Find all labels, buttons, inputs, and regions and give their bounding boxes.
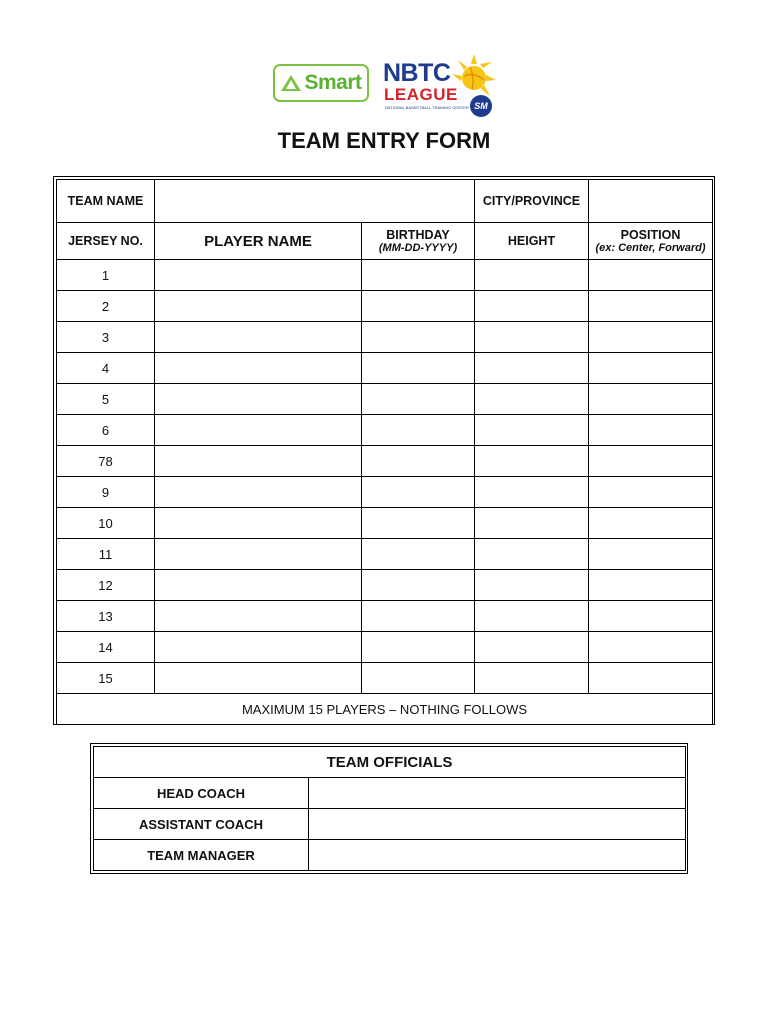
height-field[interactable] <box>475 477 589 508</box>
city-province-label: CITY/PROVINCE <box>475 180 589 223</box>
officials-title-row <box>94 747 686 778</box>
height-field[interactable] <box>475 322 589 353</box>
position-field[interactable] <box>589 601 713 632</box>
height-field[interactable] <box>475 632 589 663</box>
height-field[interactable] <box>475 663 589 694</box>
position-field[interactable] <box>589 415 713 446</box>
sm-badge-icon: SM <box>470 95 492 117</box>
jersey-number: 2 <box>57 291 155 322</box>
birthday-field[interactable] <box>362 539 475 570</box>
birthday-format-hint: (MM-DD-YYYY) <box>378 242 458 254</box>
table-row <box>57 508 713 539</box>
birthday-field[interactable] <box>362 415 475 446</box>
jersey-number: 14 <box>57 632 155 663</box>
height-field[interactable] <box>475 291 589 322</box>
position-field[interactable] <box>589 291 713 322</box>
nbtc-subline: NATIONAL BASKETBALL TRAINING CENTER <box>385 105 469 110</box>
player-name-field[interactable] <box>155 539 362 570</box>
position-field[interactable] <box>589 477 713 508</box>
height-field[interactable] <box>475 260 589 291</box>
table-row <box>57 322 713 353</box>
birthday-field[interactable] <box>362 601 475 632</box>
jersey-number: 10 <box>57 508 155 539</box>
official-role-label: TEAM MANAGER <box>94 840 309 871</box>
team-info-row <box>57 180 713 223</box>
height-field[interactable] <box>475 446 589 477</box>
jersey-number: 78 <box>57 446 155 477</box>
position-field[interactable] <box>589 322 713 353</box>
team-name-label: TEAM NAME <box>57 180 155 223</box>
player-name-field[interactable] <box>155 446 362 477</box>
team-name-field[interactable] <box>155 180 475 223</box>
birthday-field[interactable] <box>362 353 475 384</box>
table-row <box>57 477 713 508</box>
official-name-field[interactable] <box>309 809 686 840</box>
jersey-number: 6 <box>57 415 155 446</box>
table-row <box>57 570 713 601</box>
player-name-field[interactable] <box>155 477 362 508</box>
player-name-field[interactable] <box>155 632 362 663</box>
player-name-field[interactable] <box>155 353 362 384</box>
player-name-field[interactable] <box>155 601 362 632</box>
league-logo-text: LEAGUE <box>384 85 458 104</box>
birthday-field[interactable] <box>362 508 475 539</box>
official-role-label: ASSISTANT COACH <box>94 809 309 840</box>
player-name-field[interactable] <box>155 570 362 601</box>
height-field[interactable] <box>475 570 589 601</box>
table-row <box>57 415 713 446</box>
page-title: TEAM ENTRY FORM <box>277 128 491 153</box>
jersey-number: 4 <box>57 353 155 384</box>
height-field[interactable] <box>475 353 589 384</box>
roster-table <box>53 176 715 725</box>
jersey-number: 15 <box>57 663 155 694</box>
position-field[interactable] <box>589 384 713 415</box>
nbtc-league-logo <box>382 52 497 120</box>
birthday-field[interactable] <box>362 260 475 291</box>
position-field[interactable] <box>589 508 713 539</box>
officials-row <box>94 778 686 809</box>
smart-logo-text: Smart <box>304 71 362 94</box>
birthday-field[interactable] <box>362 570 475 601</box>
max-players-note: MAXIMUM 15 PLAYERS – NOTHING FOLLOWS <box>57 694 713 725</box>
position-field[interactable] <box>589 632 713 663</box>
official-role-label: HEAD COACH <box>94 778 309 809</box>
birthday-field[interactable] <box>362 477 475 508</box>
jersey-header: JERSEY NO. <box>57 223 155 260</box>
smart-logo <box>273 64 369 102</box>
jersey-number: 5 <box>57 384 155 415</box>
officials-row <box>94 840 686 871</box>
birthday-header <box>362 223 475 260</box>
birthday-field[interactable] <box>362 322 475 353</box>
officials-row <box>94 809 686 840</box>
jersey-number: 13 <box>57 601 155 632</box>
jersey-number: 3 <box>57 322 155 353</box>
jersey-number: 9 <box>57 477 155 508</box>
position-header-label: POSITION <box>620 228 681 242</box>
officials-table <box>90 743 688 874</box>
height-header: HEIGHT <box>475 223 589 260</box>
table-row <box>57 663 713 694</box>
footer-row <box>57 694 713 725</box>
birthday-field[interactable] <box>362 663 475 694</box>
birthday-field[interactable] <box>362 291 475 322</box>
jersey-number: 11 <box>57 539 155 570</box>
player-name-field[interactable] <box>155 415 362 446</box>
table-row <box>57 446 713 477</box>
position-field[interactable] <box>589 539 713 570</box>
height-field[interactable] <box>475 384 589 415</box>
birthday-header-label: BIRTHDAY <box>386 228 450 242</box>
height-field[interactable] <box>475 415 589 446</box>
position-header <box>589 223 713 260</box>
jersey-number: 1 <box>57 260 155 291</box>
birthday-field[interactable] <box>362 446 475 477</box>
player-name-field[interactable] <box>155 663 362 694</box>
table-row <box>57 260 713 291</box>
official-name-field[interactable] <box>309 840 686 871</box>
player-name-field[interactable] <box>155 508 362 539</box>
player-name-header: PLAYER NAME <box>155 223 362 260</box>
player-name-field[interactable] <box>155 322 362 353</box>
player-name-field[interactable] <box>155 384 362 415</box>
nbtc-logo-text: NBTC <box>383 59 451 87</box>
height-field[interactable] <box>475 539 589 570</box>
position-field[interactable] <box>589 260 713 291</box>
official-name-field[interactable] <box>309 778 686 809</box>
height-field[interactable] <box>475 508 589 539</box>
column-header-row <box>57 223 713 260</box>
position-field[interactable] <box>589 570 713 601</box>
table-row <box>57 291 713 322</box>
player-name-field[interactable] <box>155 260 362 291</box>
position-field[interactable] <box>589 353 713 384</box>
position-hint: (ex: Center, Forward) <box>595 242 706 254</box>
table-row <box>57 353 713 384</box>
birthday-field[interactable] <box>362 384 475 415</box>
table-row <box>57 632 713 663</box>
officials-title: TEAM OFFICIALS <box>94 747 686 778</box>
position-field[interactable] <box>589 446 713 477</box>
smart-triangle-icon <box>280 74 302 92</box>
table-row <box>57 601 713 632</box>
table-row <box>57 539 713 570</box>
height-field[interactable] <box>475 601 589 632</box>
table-row <box>57 384 713 415</box>
birthday-field[interactable] <box>362 632 475 663</box>
city-province-field[interactable] <box>589 180 713 223</box>
jersey-number: 12 <box>57 570 155 601</box>
position-field[interactable] <box>589 663 713 694</box>
player-name-field[interactable] <box>155 291 362 322</box>
